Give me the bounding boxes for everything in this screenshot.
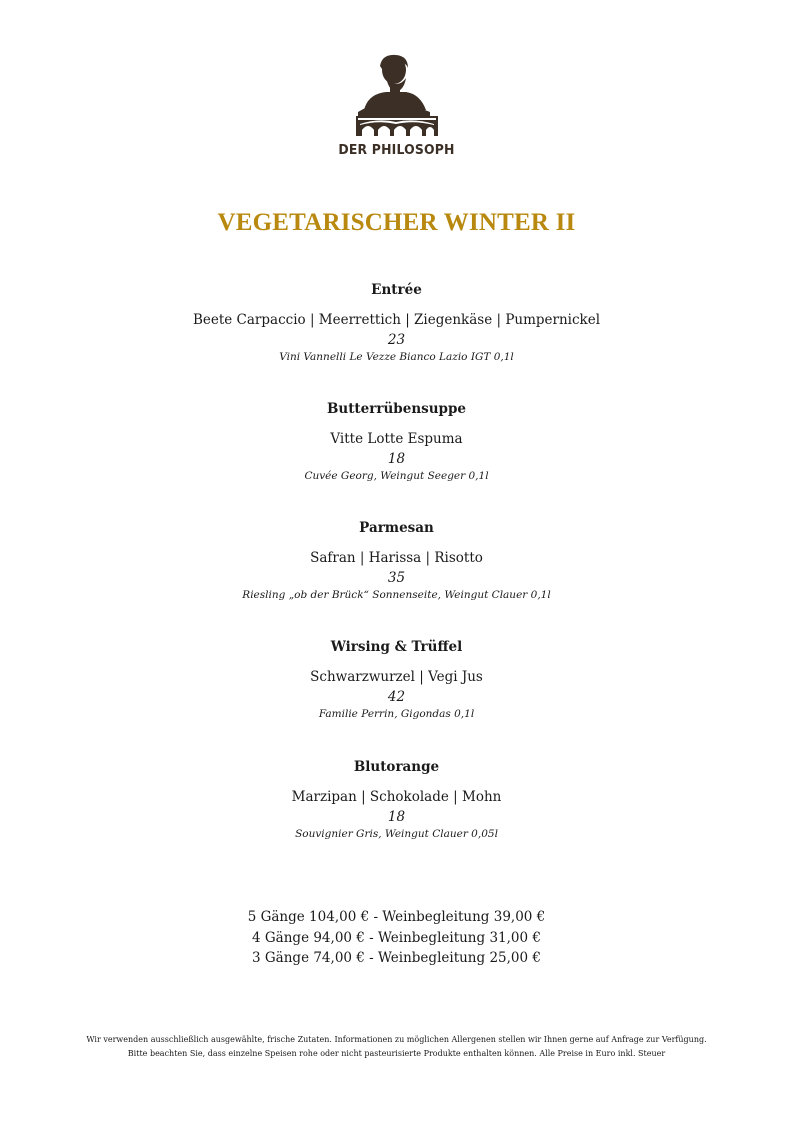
brand-name: DER PHILOSOPH <box>338 142 455 158</box>
course-name: Blutorange <box>353 759 440 775</box>
footer-line: Wir verwenden ausschließlich ausgewählte, frische Zutaten. Informationen zu möglichen Allergenen stellen wir Ihnen gerne auf Anfrage zur Verfügung. <box>86 1035 707 1044</box>
course-name: Wirsing & Trüffel <box>330 639 463 655</box>
set-menu-prices <box>0 907 793 969</box>
course-price: 35 <box>387 570 406 586</box>
course-description: Schwarzwurzel | Vegi Jus <box>310 669 483 685</box>
course-item <box>0 758 793 841</box>
footer-line: Bitte beachten Sie, dass einzelne Speisen rohe oder nicht pasteurisierte Produkte enthalten können. Alle Preise in Euro inkl. Steuer <box>127 1048 666 1058</box>
course-wine-pairing: Vini Vannelli Le Vezze Bianco Lazio IGT 0,1l <box>279 351 514 363</box>
course-wine-pairing: Cuvée Georg, Weingut Seeger 0,1l <box>304 470 489 482</box>
course-wine-pairing: Souvignier Gris, Weingut Clauer 0,05l <box>295 828 498 840</box>
set-price-line: 5 Gänge 104,00 € - Weinbegleitung 39,00 € <box>247 909 546 925</box>
course-price: 18 <box>387 809 406 825</box>
course-wine-pairing: Riesling „ob der Brück“ Sonnenseite, Weingut Clauer 0,1l <box>242 589 551 601</box>
footer-note <box>0 1033 793 1060</box>
course-price: 18 <box>387 451 406 467</box>
set-price-line: 4 Gänge 94,00 € - Weinbegleitung 31,00 € <box>252 929 541 946</box>
course-price: 23 <box>387 332 406 348</box>
course-description: Beete Carpaccio | Meerrettich | Ziegenkäse | Pumpernickel <box>192 312 601 328</box>
course-name: Butterrübensuppe <box>326 401 467 417</box>
course-description: Marzipan | Schokolade | Mohn <box>291 789 502 805</box>
logo-graphic <box>330 52 464 142</box>
course-item <box>0 400 793 483</box>
course-item <box>0 638 793 721</box>
set-price-line: 3 Gänge 74,00 € - Weinbegleitung 25,00 € <box>252 950 541 966</box>
menu-title: VEGETARISCHER WINTER II <box>217 209 576 236</box>
course-item <box>0 281 793 364</box>
course-item <box>0 519 793 602</box>
course-description: Vitte Lotte Espuma <box>330 431 463 447</box>
course-wine-pairing: Familie Perrin, Gigondas 0,1l <box>318 708 475 720</box>
course-price: 42 <box>387 689 406 705</box>
course-name: Parmesan <box>359 520 434 536</box>
course-name: Entrée <box>371 282 422 298</box>
course-description: Safran | Harissa | Risotto <box>310 550 483 566</box>
